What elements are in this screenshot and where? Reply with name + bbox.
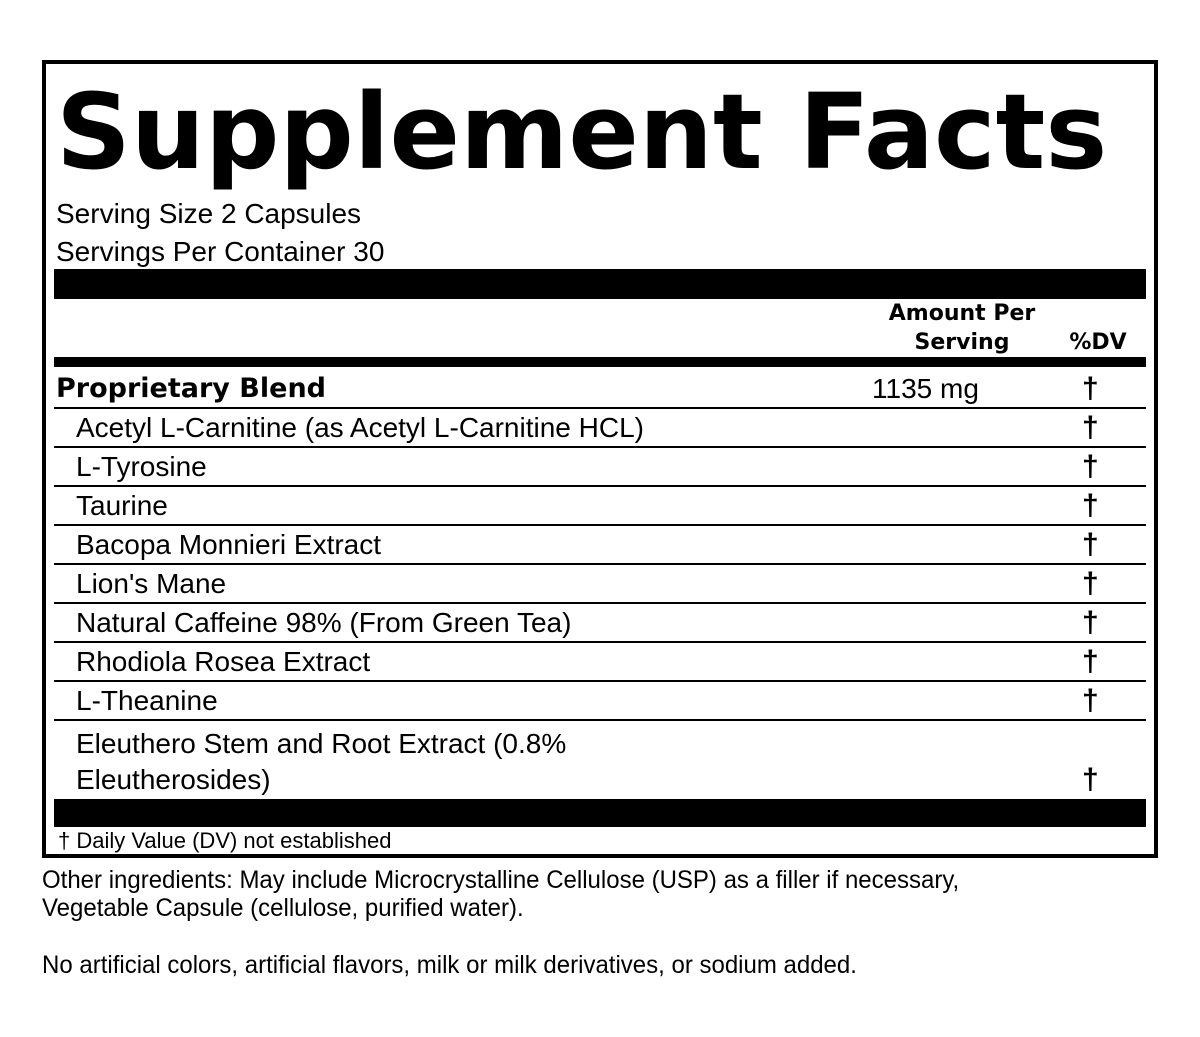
- ingredient-name: Bacopa Monnieri Extract: [76, 529, 382, 560]
- serving-size: Serving Size 2 Capsules: [56, 198, 362, 229]
- ingredient-name: Natural Caffeine 98% (From Green Tea): [76, 607, 572, 638]
- dv-footnote: † Daily Value (DV) not established: [58, 828, 392, 853]
- ingredient-dv: †: [1082, 606, 1099, 639]
- blend-amount: 1135 mg: [872, 373, 979, 404]
- ingredient-dv: †: [1082, 645, 1099, 678]
- blend-dv: †: [1082, 372, 1099, 405]
- ingredient-row: [54, 682, 1146, 721]
- ingredient-name-line2: Eleutherosides): [76, 764, 271, 795]
- blend-row: [54, 370, 1146, 409]
- ingredient-row: [54, 448, 1146, 487]
- dv-heading: %DV: [1069, 330, 1127, 355]
- top-thick-rule: [54, 269, 1146, 299]
- ingredient-dv: †: [1082, 450, 1099, 483]
- ingredient-dv: †: [1082, 763, 1099, 796]
- ingredient-row: [54, 643, 1146, 682]
- disclaimer: No artificial colors, artificial flavors, milk or milk derivatives, or sodium added.: [42, 951, 857, 979]
- ingredient-dv: †: [1082, 567, 1099, 600]
- ingredient-dv: †: [1082, 684, 1099, 717]
- supplement-facts-panel: [42, 60, 1158, 858]
- amount-per-serving-heading: [872, 299, 1052, 357]
- ingredient-dv: †: [1082, 411, 1099, 444]
- ingredient-row: [54, 721, 1146, 799]
- amount-heading-line1: Amount Per: [888, 301, 1036, 326]
- ingredient-row: [54, 526, 1146, 565]
- panel-title: Supplement Facts: [56, 71, 1108, 193]
- ingredient-name: Taurine: [76, 490, 168, 521]
- amount-heading-line2: Serving: [914, 330, 1010, 355]
- ingredient-row: [54, 565, 1146, 604]
- ingredient-dv: †: [1082, 489, 1099, 522]
- other-ingredients-line2: Vegetable Capsule (cellulose, purified water).: [42, 894, 524, 922]
- ingredient-name: Rhodiola Rosea Extract: [76, 646, 371, 677]
- ingredient-name: L-Theanine: [76, 685, 218, 716]
- servings-per-container: Servings Per Container 30: [56, 236, 385, 267]
- ingredient-dv: †: [1082, 528, 1099, 561]
- bottom-thick-rule: [54, 799, 1146, 827]
- other-ingredients-line1: Other ingredients: May include Microcrystalline Cellulose (USP) as a filler if necessary,: [42, 866, 960, 894]
- ingredient-row: [54, 604, 1146, 643]
- ingredient-name: L-Tyrosine: [76, 451, 207, 482]
- ingredient-row: [54, 409, 1146, 448]
- header-rule: [54, 357, 1146, 367]
- ingredient-name: Lion's Mane: [76, 568, 227, 599]
- ingredient-name-line1: Eleuthero Stem and Root Extract (0.8%: [76, 728, 567, 759]
- ingredient-name: Acetyl L-Carnitine (as Acetyl L-Carnitine HCL): [76, 412, 644, 443]
- blend-name: Proprietary Blend: [56, 373, 326, 404]
- ingredient-row: [54, 487, 1146, 526]
